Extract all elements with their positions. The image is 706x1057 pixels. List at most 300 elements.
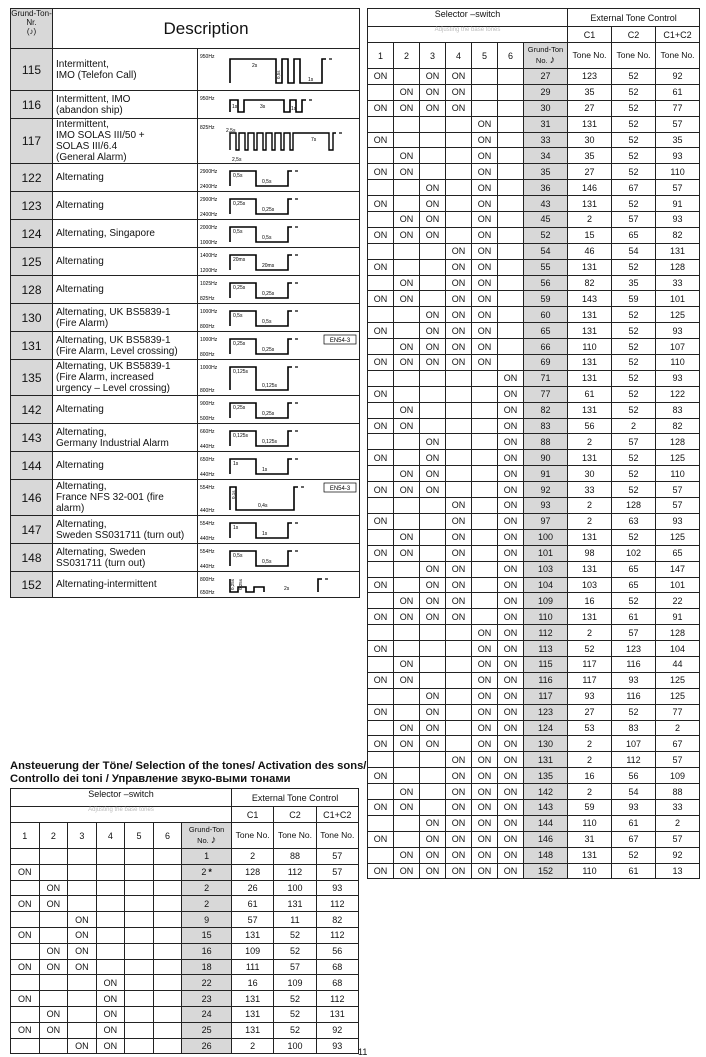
tone-cell: 112 [316, 927, 358, 943]
tone-cell: 61 [656, 84, 700, 100]
table-row [368, 498, 700, 514]
tone-cell: 98 [568, 545, 612, 561]
grund-ton-cell [182, 896, 232, 912]
tone-number-header: Tone No. [274, 823, 316, 849]
switch-cell [446, 116, 472, 132]
waveform-label: 2,5s [232, 156, 242, 163]
selector-header-row [11, 823, 359, 849]
grund-ton-cell [524, 768, 568, 784]
note-icon: ♪ [549, 54, 556, 66]
switch-cell: ON [394, 355, 420, 371]
selector-label: Selector –switch [434, 9, 501, 19]
waveform-diagram [198, 480, 359, 515]
table-row [368, 355, 700, 371]
waveform-diagram [198, 332, 359, 359]
switch-cell: ON [39, 1006, 68, 1022]
tone-cell: 26 [232, 880, 274, 896]
switch-cell: ON [420, 831, 446, 847]
switch-cell: ON [446, 752, 472, 768]
switch-cell: ON [446, 291, 472, 307]
tone-cell: 52 [612, 593, 656, 609]
grund-ton-value: 112 [538, 627, 553, 638]
grund-ton-cell [524, 641, 568, 657]
switch-cell: ON [498, 815, 524, 831]
switch-cell: ON [420, 815, 446, 831]
switch-cell: ON [472, 752, 498, 768]
tone-cell: 131 [568, 847, 612, 863]
tone-number-header: Tone No. [316, 823, 358, 849]
grund-ton-cell [524, 498, 568, 514]
grund-ton-value: 144 [538, 818, 554, 829]
description-line: (Fire Alarm) [56, 317, 109, 329]
grund-ton-value: 2 [204, 882, 210, 893]
switch-cell [394, 450, 420, 466]
tone-cell: 143 [568, 291, 612, 307]
tone-cell: 35 [568, 84, 612, 100]
switch-cell [420, 641, 446, 657]
selector-header-row [11, 807, 359, 823]
switch-cell: ON [446, 593, 472, 609]
switch-cell: ON [498, 498, 524, 514]
tone-cell: 56 [612, 768, 656, 784]
tone-cell: 35 [612, 275, 656, 291]
switch-cell: ON [498, 529, 524, 545]
switch-cell: ON [498, 434, 524, 450]
tone-cell: 61 [612, 863, 656, 879]
waveform-diagram [198, 220, 359, 247]
switch-cell: ON [368, 164, 394, 180]
grund-ton-cell [524, 561, 568, 577]
switch-cell [472, 513, 498, 529]
waveform-label: 0,5s [262, 319, 272, 325]
table-row [368, 784, 700, 800]
grund-ton-cell [524, 625, 568, 641]
grund-ton-value: 146 [538, 834, 554, 845]
switch-cell [446, 402, 472, 418]
switch-cell [420, 625, 446, 641]
grund-ton-cell [524, 672, 568, 688]
table-row [368, 180, 700, 196]
grund-ton-value: 24 [201, 1009, 212, 1020]
tone-cell: 52 [612, 386, 656, 402]
control-channel-label: C1+C2 [656, 27, 700, 43]
switch-cell [446, 625, 472, 641]
tone-cell: 30 [568, 132, 612, 148]
waveform-label: 440Hz [200, 536, 215, 542]
tone-pattern [198, 164, 360, 192]
switch-cell: ON [394, 863, 420, 879]
switch-cell [420, 418, 446, 434]
tone-row [11, 516, 360, 544]
switch-cell [446, 434, 472, 450]
grund-ton-value: 71 [540, 373, 551, 384]
switch-number: 6 [153, 823, 182, 849]
grund-ton-cell [524, 466, 568, 482]
tone-cell: 57 [612, 434, 656, 450]
waveform-label: 0,5s [262, 559, 272, 565]
grund-ton-cell [182, 880, 232, 896]
waveform-diagram [198, 360, 359, 395]
switch-cell [420, 529, 446, 545]
switch-cell: ON [498, 641, 524, 657]
tone-row [11, 396, 360, 424]
tone-cell: 22 [656, 593, 700, 609]
grund-ton-cell [524, 482, 568, 498]
switch-cell: ON [472, 355, 498, 371]
tone-cell: 110 [656, 466, 700, 482]
waveform-label: 1000Hz [200, 309, 218, 315]
control-channel-label: C2 [274, 807, 316, 823]
switch-cell [420, 116, 446, 132]
tone-cell: 68 [316, 959, 358, 975]
table-row [368, 545, 700, 561]
tone-cell: 52 [274, 1006, 316, 1022]
switch-cell [394, 307, 420, 323]
selector-label: Selector –switch [88, 789, 154, 799]
grund-ton-cell [524, 386, 568, 402]
tone-cell: 131 [568, 370, 612, 386]
grund-ton-cell [524, 513, 568, 529]
grund-ton-cell [524, 227, 568, 243]
switch-cell: ON [498, 466, 524, 482]
switch-cell: ON [394, 799, 420, 815]
grund-ton-value: 88 [540, 436, 551, 447]
tone-cell: 2 [656, 815, 700, 831]
switch-cell: ON [472, 307, 498, 323]
tone-cell: 82 [656, 227, 700, 243]
description-line: France NFS 32-001 (fire [56, 492, 164, 503]
description-line: Sweden SS031711 (turn out) [56, 529, 185, 541]
description-line: Alternating [56, 404, 104, 415]
switch-cell [153, 1006, 182, 1022]
tone-cell: 27 [568, 100, 612, 116]
grund-ton-value: 22 [201, 977, 212, 988]
switch-cell: ON [96, 991, 125, 1007]
tone-cell: 27 [568, 704, 612, 720]
tone-description [53, 304, 198, 332]
waveform-diagram [198, 396, 359, 423]
switch-cell [394, 116, 420, 132]
note-icon: ♪ [29, 27, 34, 36]
waveform-label: 825Hz [200, 124, 215, 131]
switch-cell [368, 402, 394, 418]
grund-ton-cell [524, 196, 568, 212]
tone-cell: 93 [656, 513, 700, 529]
switch-cell: ON [368, 259, 394, 275]
switch-cell [394, 323, 420, 339]
grund-ton-cell [182, 849, 232, 865]
table-row [368, 482, 700, 498]
switch-cell: ON [368, 196, 394, 212]
tone-pattern [198, 572, 360, 598]
switch-cell: ON [368, 418, 394, 434]
tone-number: 135 [11, 360, 53, 396]
grund-ton-cell [524, 831, 568, 847]
waveform-trace [230, 459, 292, 474]
switch-cell [446, 736, 472, 752]
tone-row [11, 304, 360, 332]
switch-cell [498, 180, 524, 196]
switch-cell [420, 752, 446, 768]
tone-number: 122 [11, 164, 53, 192]
tone-cell: 52 [612, 164, 656, 180]
switch-cell: ON [420, 339, 446, 355]
grund-ton-cell [524, 148, 568, 164]
switch-cell [394, 768, 420, 784]
selector-table-bottom [10, 788, 359, 1054]
switch-cell: ON [394, 847, 420, 863]
switch-cell [125, 849, 154, 865]
table-row [11, 959, 359, 975]
switch-cell [68, 864, 97, 880]
switch-cell [446, 688, 472, 704]
tone-cell: 59 [568, 799, 612, 815]
switch-cell: ON [420, 736, 446, 752]
table-row [368, 227, 700, 243]
tone-number: 148 [11, 544, 53, 572]
switch-cell [68, 991, 97, 1007]
waveform-label: 500Hz [200, 416, 215, 422]
tone-cell: 56 [316, 943, 358, 959]
tone-cell: 77 [656, 100, 700, 116]
description-line: Alternating, [56, 426, 107, 438]
switch-cell: ON [472, 656, 498, 672]
tone-cell: 67 [656, 736, 700, 752]
switch-cell: ON [39, 943, 68, 959]
grund-ton-value: 131 [538, 754, 554, 765]
tone-description [53, 332, 198, 360]
grund-ton-value: 66 [540, 341, 551, 352]
switch-cell: ON [368, 831, 394, 847]
table-row [368, 212, 700, 228]
tone-cell: 52 [612, 482, 656, 498]
tone-cell: 110 [656, 355, 700, 371]
switch-cell: ON [11, 927, 40, 943]
switch-cell [420, 799, 446, 815]
switch-cell [96, 943, 125, 959]
table-row [368, 434, 700, 450]
tone-number: 142 [11, 396, 53, 424]
switch-cell [11, 1006, 40, 1022]
grund-ton-value: 30 [540, 103, 551, 114]
grund-ton-cell [524, 116, 568, 132]
tone-cell: 125 [656, 307, 700, 323]
tone-cell: 111 [232, 959, 274, 975]
tone-cell: 65 [612, 561, 656, 577]
switch-cell [446, 720, 472, 736]
switch-cell [420, 275, 446, 291]
switch-cell [39, 991, 68, 1007]
switch-cell [96, 849, 125, 865]
switch-cell: ON [39, 880, 68, 896]
switch-cell: ON [446, 100, 472, 116]
table-row [368, 418, 700, 434]
switch-cell: ON [498, 577, 524, 593]
tone-cell: 15 [568, 227, 612, 243]
tone-pattern [198, 304, 360, 332]
tone-cell: 93 [612, 672, 656, 688]
waveform-label: 2400Hz [200, 184, 218, 190]
switch-cell: ON [498, 561, 524, 577]
description-line: Alternating [56, 460, 104, 471]
tone-cell: 52 [612, 116, 656, 132]
tone-row [11, 164, 360, 192]
tone-row [11, 572, 360, 598]
tone-pattern [198, 424, 360, 452]
switch-cell: ON [420, 577, 446, 593]
grund-ton-value: 15 [201, 930, 212, 941]
switch-cell [368, 529, 394, 545]
switch-cell [472, 370, 498, 386]
switch-cell [420, 498, 446, 514]
table-row [368, 720, 700, 736]
tone-row [11, 192, 360, 220]
switch-cell [394, 69, 420, 85]
table-row [368, 69, 700, 85]
tone-number-header: Tone No. [656, 43, 700, 69]
waveform-label: 0,5s [233, 229, 243, 235]
waveform-label: 1000Hz [200, 365, 218, 371]
switch-cell: ON [394, 212, 420, 228]
tone-cell: 54 [612, 243, 656, 259]
grund-ton-cell [524, 434, 568, 450]
tone-cell: 52 [612, 450, 656, 466]
switch-cell: ON [394, 529, 420, 545]
grund-ton-header [182, 823, 232, 849]
switch-number: 1 [368, 43, 394, 69]
switch-cell: ON [368, 69, 394, 85]
switch-cell: ON [368, 736, 394, 752]
tone-cell: 53 [568, 720, 612, 736]
switch-cell [125, 880, 154, 896]
switch-cell [446, 148, 472, 164]
tone-cell: 82 [656, 418, 700, 434]
tone-pattern [198, 396, 360, 424]
waveform-label: 0,5s [233, 553, 243, 559]
tone-cell: 110 [568, 863, 612, 879]
tone-description [53, 396, 198, 424]
tone-cell: 52 [612, 132, 656, 148]
switch-cell: ON [368, 768, 394, 784]
description-line: SS031711 (turn out) [56, 557, 146, 569]
waveform-label: 0,25s [233, 341, 246, 347]
description-line: Alternating, [56, 518, 107, 530]
table-row [368, 672, 700, 688]
note-icon: ♪ [210, 834, 217, 846]
description-line: Alternating [56, 256, 104, 267]
tone-cell: 56 [568, 418, 612, 434]
tone-cell: 93 [612, 799, 656, 815]
switch-cell: ON [498, 863, 524, 879]
grund-ton-value: 90 [540, 452, 551, 463]
switch-cell [498, 227, 524, 243]
switch-cell: ON [420, 434, 446, 450]
waveform-label: 0,25s [262, 291, 275, 297]
switch-cell [368, 625, 394, 641]
grund-ton-cell [524, 402, 568, 418]
switch-cell [446, 212, 472, 228]
grund-ton-cell [524, 307, 568, 323]
switch-cell: ON [394, 609, 420, 625]
switch-cell: ON [368, 355, 394, 371]
switch-cell [39, 1038, 68, 1054]
table-row [368, 386, 700, 402]
tone-number: 146 [11, 480, 53, 516]
tone-cell: 33 [656, 799, 700, 815]
waveform-label: 800Hz [200, 324, 215, 330]
tone-cell: 88 [656, 784, 700, 800]
waveform-label: 554Hz [200, 485, 215, 491]
waveform-trace [230, 579, 264, 592]
tone-cell: 57 [274, 959, 316, 975]
switch-cell: ON [498, 704, 524, 720]
waveform-label: 650Hz [200, 457, 215, 463]
switch-cell [11, 912, 40, 928]
description-line: Alternating, UK BS5839-1 [56, 334, 171, 346]
tone-number: 116 [11, 91, 53, 119]
grund-ton-cell [182, 975, 232, 991]
description-line: Intermittent, [56, 119, 109, 130]
switch-cell: ON [394, 148, 420, 164]
switch-cell: ON [446, 784, 472, 800]
grund-ton-cell [524, 355, 568, 371]
switch-cell: ON [96, 1006, 125, 1022]
description-line: (Fire Alarm, increased [56, 372, 154, 383]
tone-row [11, 248, 360, 276]
waveform-label: 950Hz [200, 96, 215, 102]
tone-cell: 82 [316, 912, 358, 928]
tone-cell: 16 [568, 768, 612, 784]
description-line: Alternating, Sweden [56, 546, 146, 558]
switch-cell [420, 148, 446, 164]
switch-cell [153, 927, 182, 943]
switch-cell [125, 1022, 154, 1038]
tone-cell: 33 [568, 482, 612, 498]
switch-cell: ON [394, 482, 420, 498]
grund-ton-cell [524, 164, 568, 180]
waveform-label: 0,5s [233, 173, 243, 179]
tone-cell: 131 [568, 450, 612, 466]
description-line: Alternating, Singapore [56, 228, 155, 239]
switch-number: 4 [96, 823, 125, 849]
grund-ton-cell [524, 69, 568, 85]
switch-cell: ON [472, 196, 498, 212]
switch-cell: ON [368, 482, 394, 498]
waveform-label: 900Hz [200, 401, 215, 407]
switch-cell [68, 849, 97, 865]
tone-cell: 83 [656, 402, 700, 418]
table-row [368, 704, 700, 720]
switch-cell: ON [446, 339, 472, 355]
grund-ton-value: 31 [540, 119, 551, 130]
switch-cell: ON [498, 625, 524, 641]
switch-cell [125, 1006, 154, 1022]
switch-cell [394, 370, 420, 386]
table-row [368, 275, 700, 291]
switch-cell [472, 434, 498, 450]
tone-cell: 57 [656, 831, 700, 847]
tone-cell: 131 [232, 927, 274, 943]
tone-cell: 123 [612, 641, 656, 657]
switch-cell: ON [498, 450, 524, 466]
waveform-label: 0,5s [262, 179, 272, 185]
grund-ton-cell [524, 212, 568, 228]
table-row [368, 799, 700, 815]
tone-cell: 59 [612, 291, 656, 307]
tone-cell: 131 [232, 1022, 274, 1038]
tone-cell: 57 [656, 180, 700, 196]
switch-cell: ON [446, 799, 472, 815]
